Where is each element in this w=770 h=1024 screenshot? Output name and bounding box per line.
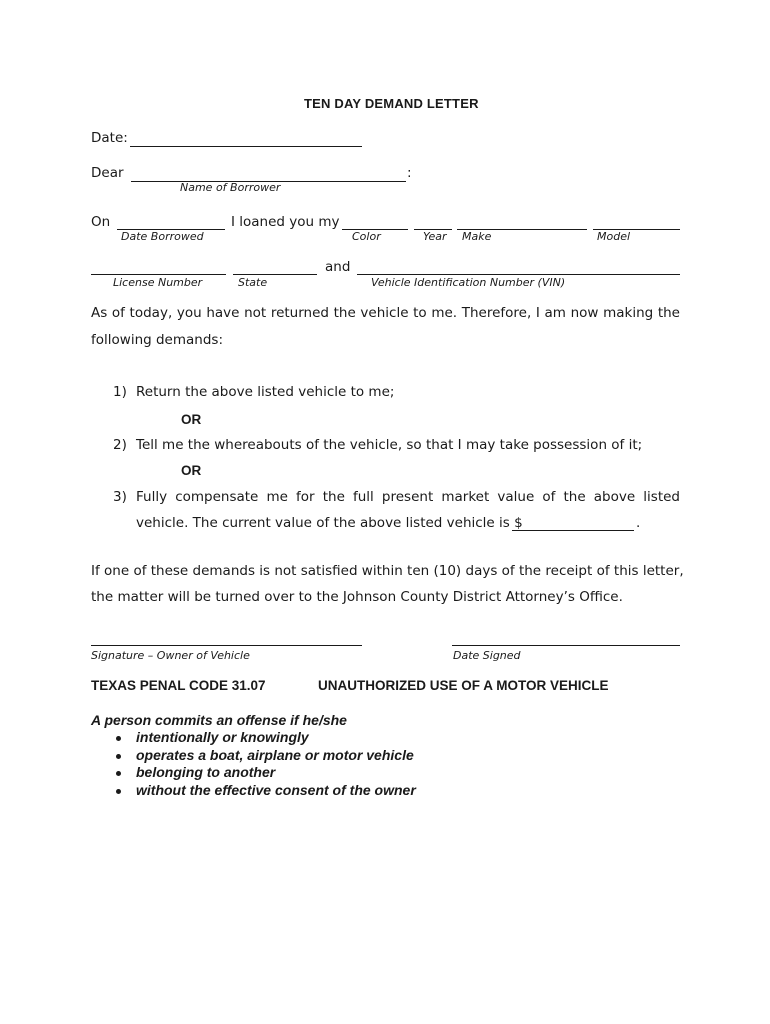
or-label-1: OR [181, 412, 202, 427]
dear-colon: : [407, 165, 412, 181]
license-number-line [91, 274, 226, 275]
demand-2-number: 2) [113, 437, 127, 453]
bullet-icon [116, 771, 121, 776]
license-number-caption: License Number [113, 276, 203, 289]
vin-caption: Vehicle Identification Number (VIN) [371, 276, 566, 289]
on-label: On [91, 214, 111, 230]
demand-3-line-2: vehicle. The current value of the above listed vehicle is $ [136, 515, 523, 531]
demand-2-text: Tell me the whereabouts of the vehicle, so that I may take possession of it; [136, 437, 643, 453]
vin-line [357, 274, 680, 275]
color-caption: Color [352, 230, 381, 243]
offense-item-4: without the effective consent of the owner [136, 782, 416, 798]
date-field-line [130, 146, 362, 147]
signature-caption: Signature – Owner of Vehicle [91, 649, 250, 662]
intro-line-1: As of today, you have not returned the vehicle to me. Therefore, I am now making the [91, 305, 680, 321]
borrower-name-caption: Name of Borrower [180, 181, 281, 194]
date-label: Date: [91, 130, 128, 146]
bullet-icon [116, 789, 121, 794]
para2-line-1: If one of these demands is not satisfied within ten (10) days of the receipt of this letter, [91, 563, 684, 579]
document-title: TEN DAY DEMAND LETTER [304, 96, 479, 111]
date-signed-line [452, 645, 680, 646]
offense-item-2: operates a boat, airplane or motor vehicle [136, 747, 414, 763]
loaned-label: I loaned you my [231, 214, 340, 230]
and-label: and [325, 259, 351, 275]
current-value-line [512, 530, 634, 531]
dear-label: Dear [91, 165, 124, 181]
demand-1-text: Return the above listed vehicle to me; [136, 384, 395, 400]
or-label-2: OR [181, 463, 202, 478]
offense-item-1: intentionally or knowingly [136, 729, 309, 745]
para2-line-2: the matter will be turned over to the Johnson County District Attorney’s Office. [91, 589, 623, 605]
offense-item-3: belonging to another [136, 764, 276, 780]
demand-3-number: 3) [113, 489, 127, 505]
make-caption: Make [462, 230, 492, 243]
model-caption: Model [597, 230, 631, 243]
current-value-period: . [636, 515, 641, 531]
demand-3-text: Fully compensate me for the full present market value of the above listed [136, 489, 680, 505]
state-line [233, 274, 317, 275]
date-signed-caption: Date Signed [453, 649, 521, 662]
state-caption: State [238, 276, 268, 289]
penal-code-number: TEXAS PENAL CODE 31.07 [91, 678, 266, 693]
bullet-icon [116, 736, 121, 741]
bullet-icon [116, 754, 121, 759]
demand-1-number: 1) [113, 384, 127, 400]
intro-line-2: following demands: [91, 332, 223, 348]
penal-code-title: UNAUTHORIZED USE OF A MOTOR VEHICLE [318, 678, 609, 693]
signature-line [91, 645, 362, 646]
offense-intro: A person commits an offense if he/she [91, 712, 347, 728]
year-caption: Year [423, 230, 447, 243]
date-borrowed-caption: Date Borrowed [121, 230, 204, 243]
